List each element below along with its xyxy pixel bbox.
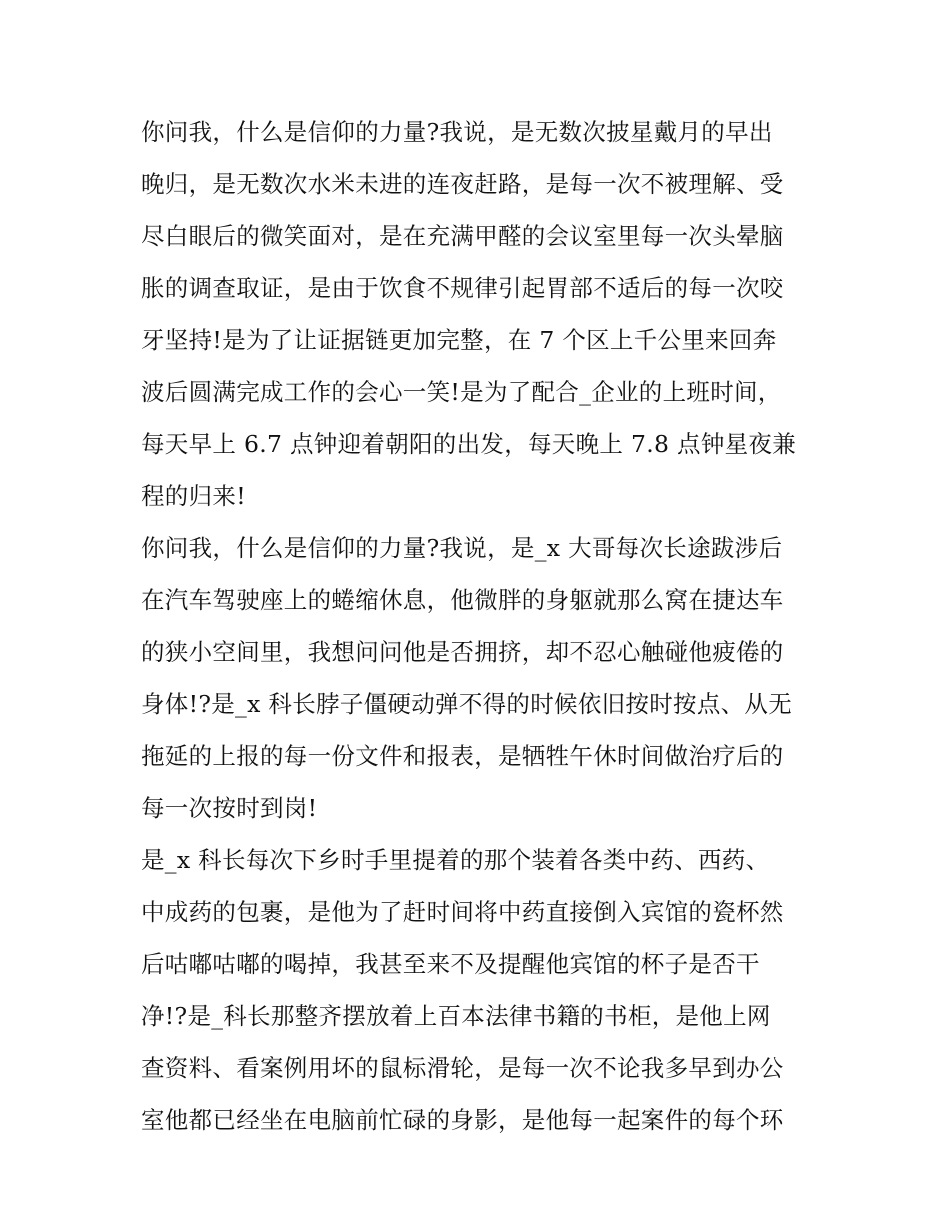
- text-line: 你问我，什么是信仰的力量?我说，是_x 大哥每次长途跋涉后: [141, 534, 783, 562]
- text-line: 每天早上 6.7 点钟迎着朝阳的出发，每天晚上 7.8 点钟星夜兼: [141, 430, 797, 458]
- text-line: 中成药的包裹，是他为了赶时间将中药直接倒入宾馆的瓷杯然: [141, 898, 784, 926]
- text-line: 在汽车驾驶座上的蜷缩休息，他微胖的身躯就那么窝在捷达车: [141, 586, 784, 614]
- body-text: [141, 106, 831, 1146]
- text-line: 尽白眼后的微笑面对，是在充满甲醛的会议室里每一次头晕脑: [141, 222, 784, 250]
- text-line: 室他都已经坐在电脑前忙碌的身影，是他每一起案件的每个环: [141, 1106, 784, 1134]
- text-line: 晚归，是无数次水米未进的连夜赶路，是每一次不被理解、受: [141, 170, 784, 198]
- paragraph-2: [141, 522, 831, 834]
- text-line: 身体!?是_x 科长脖子僵硬动弹不得的时候依旧按时按点、从无: [141, 690, 793, 718]
- text-line: 胀的调查取证，是由于饮食不规律引起胃部不适后的每一次咬: [141, 274, 784, 302]
- text-line: 牙坚持!是为了让证据链更加完整，在 7 个区上千公里来回奔: [141, 326, 777, 354]
- text-line: 波后圆满完成工作的会心一笑!是为了配合_企业的上班时间，: [141, 378, 782, 406]
- text-line: 每一次按时到岗!: [141, 794, 318, 822]
- text-line: 拖延的上报的每一份文件和报表，是牺牲午休时间做治疗后的: [141, 742, 784, 770]
- text-line: 是_x 科长每次下乡时手里提着的那个装着各类中药、西药、: [141, 846, 770, 874]
- text-line: 的狭小空间里，我想问问他是否拥挤，却不忍心触碰他疲倦的: [141, 638, 784, 666]
- text-line: 后咕嘟咕嘟的喝掉，我甚至来不及提醒他宾馆的杯子是否干: [141, 950, 760, 978]
- text-line: 净!?是_科长那整齐摆放着上百本法律书籍的书柜，是他上网: [141, 1002, 771, 1030]
- text-line: 程的归来!: [141, 482, 246, 510]
- text-line: 你问我，什么是信仰的力量?我说，是无数次披星戴月的早出: [141, 118, 773, 146]
- text-line: 查资料、看案例用坏的鼠标滑轮，是每一次不论我多早到办公: [141, 1054, 784, 1082]
- paragraph-3: [141, 834, 831, 1146]
- paragraph-1: [141, 106, 831, 522]
